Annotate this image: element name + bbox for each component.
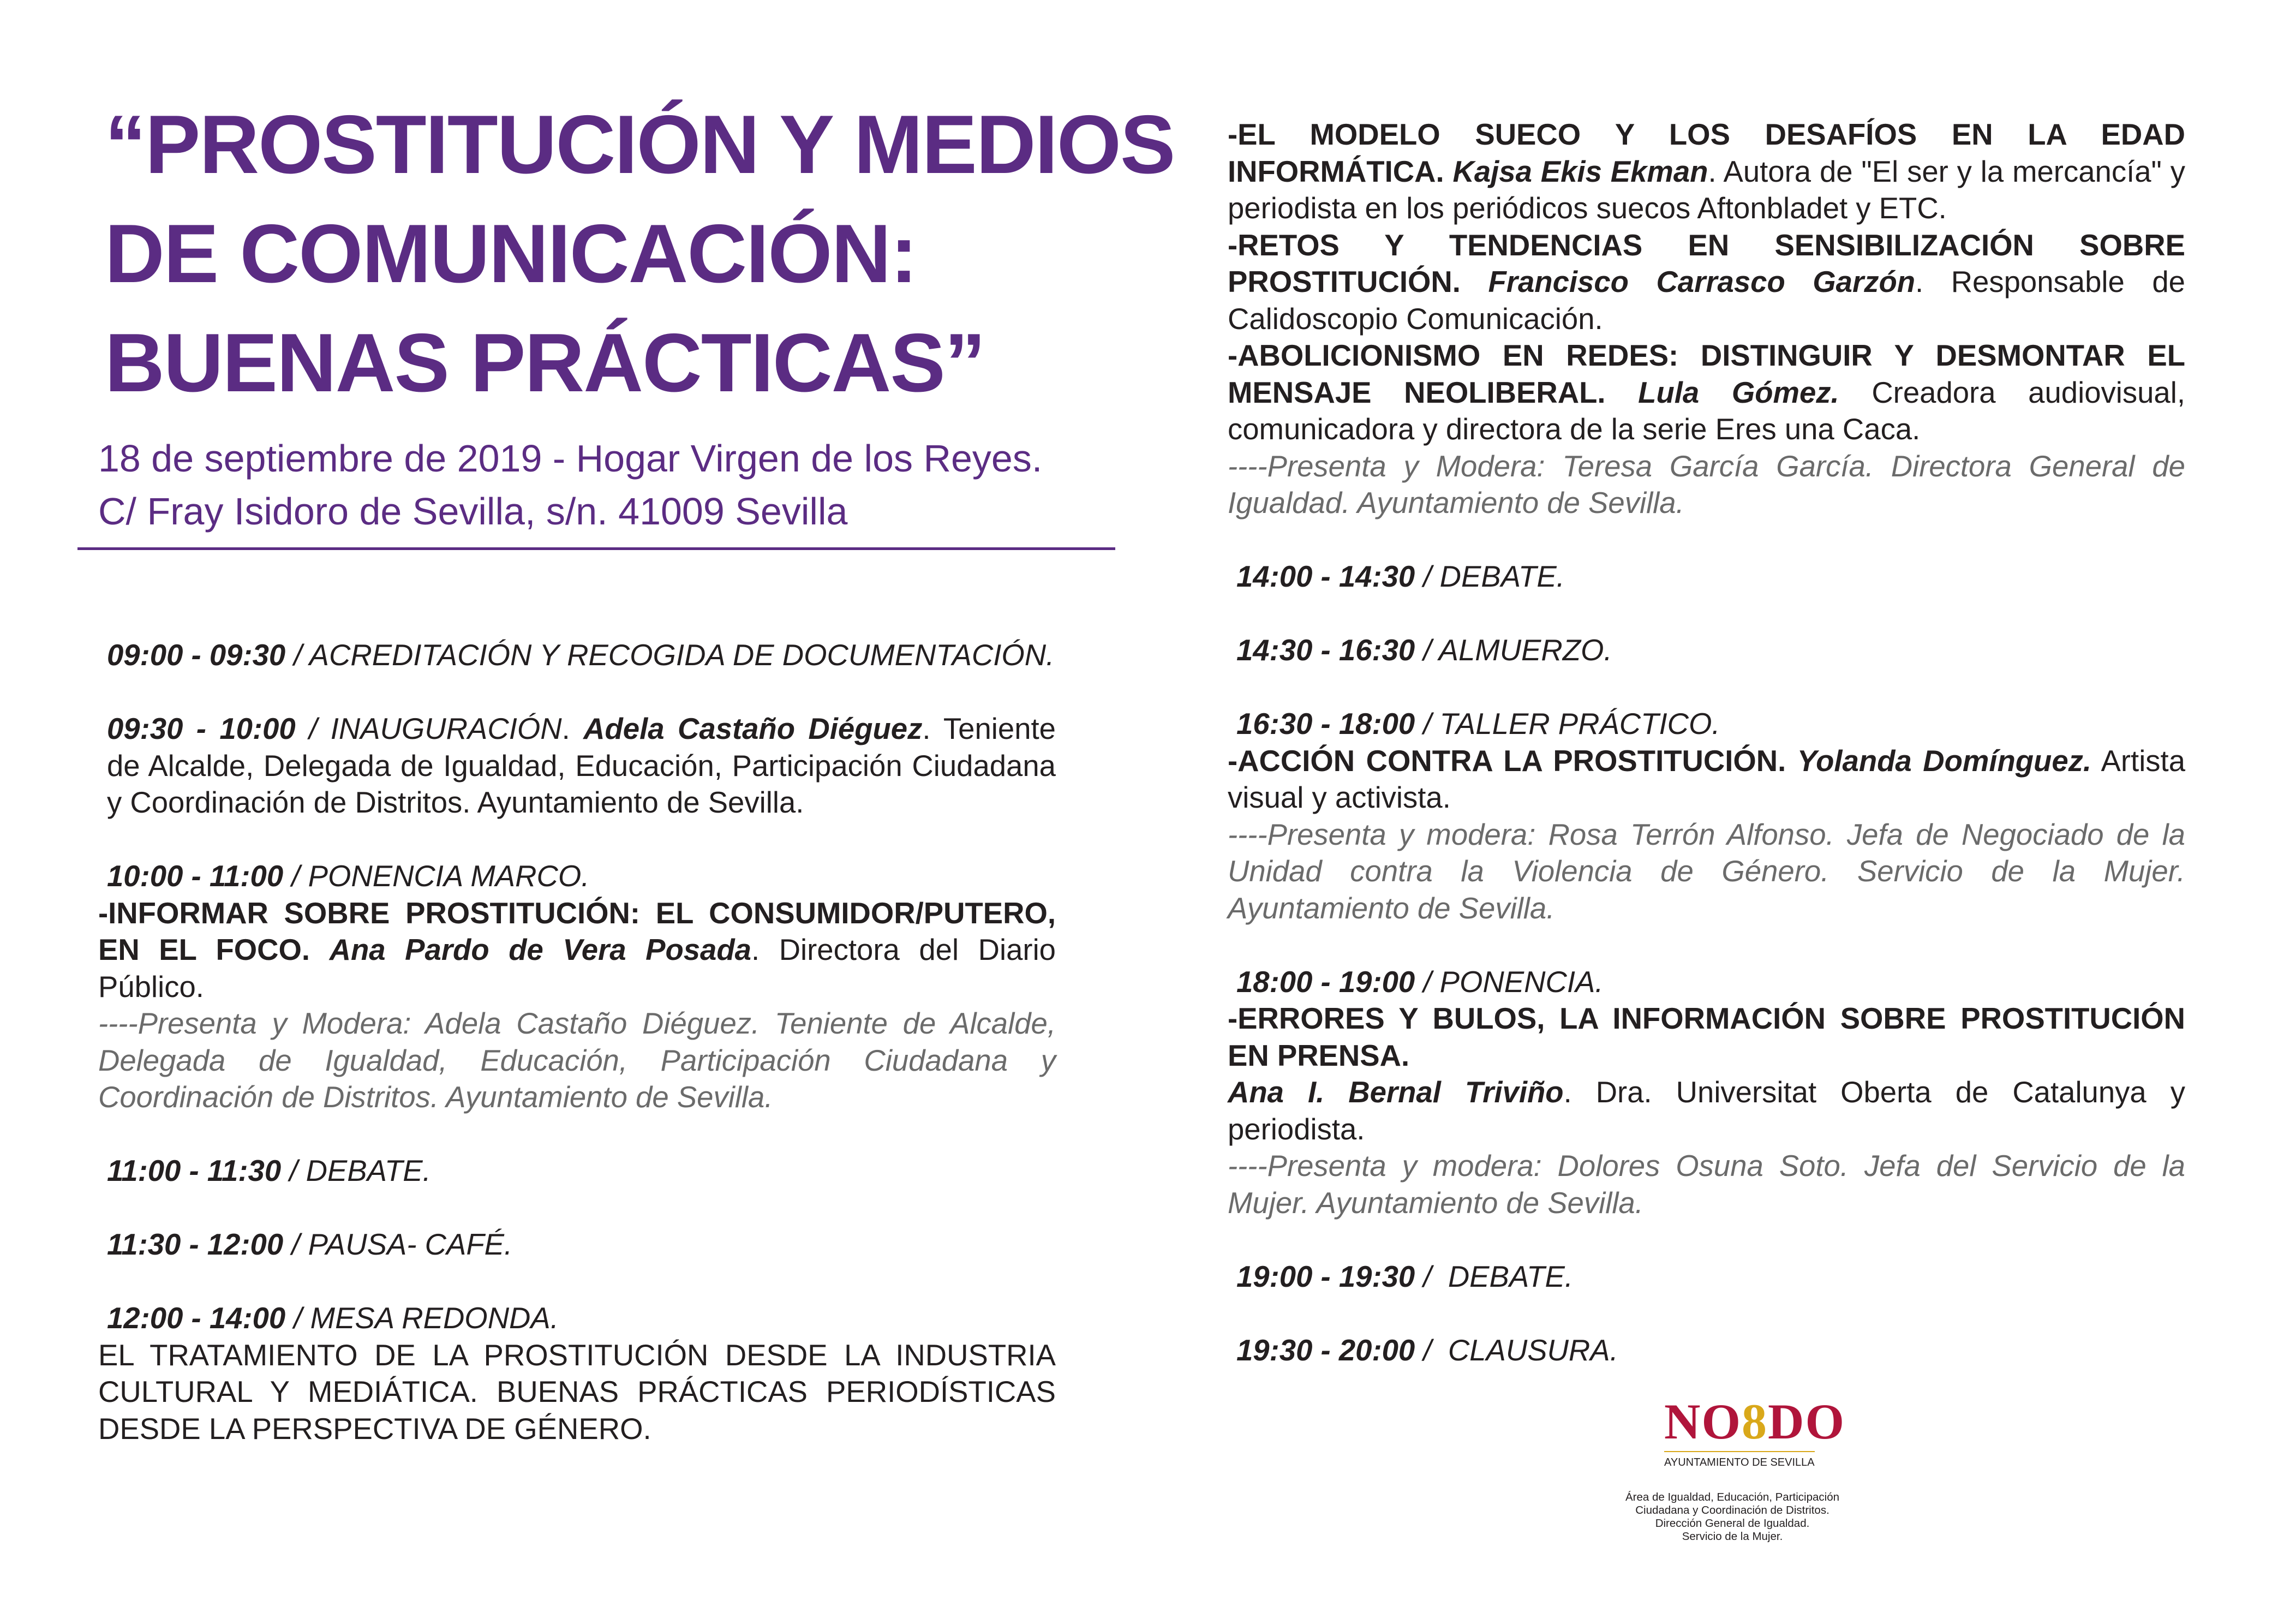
speaker-name: Lula Gómez. <box>1638 375 1839 409</box>
moderator-note: ----Presenta y modera: Rosa Terrón Alfonso. Jefa de Negociado de la Unidad contra la Violencia de Género. Servicio de la Mujer. Ayuntamiento de Sevilla. <box>1228 817 2185 925</box>
department-line: Área de Igualdad, Educación, Participación <box>1625 1491 1840 1503</box>
speaker-name: Francisco Carrasco Garzón <box>1488 265 1916 298</box>
talk-entry: -RETOS Y TENDENCIAS EN SENSIBILIZACIÓN SOBRE PROSTITUCIÓN. Francisco Carrasco Garzón. Responsable de Calidoscopio Comunicación. <box>1228 228 2185 336</box>
time-slot: 19:00 - 19:30 <box>1236 1259 1415 1293</box>
talk-title: -ACCIÓN CONTRA LA PROSTITUCIÓN. <box>1228 744 1786 778</box>
department-line: Ciudadana y Coordinación de Distritos. <box>1635 1504 1829 1516</box>
speaker-role: Creadora audiovisual, comunicadora y directora de la serie Eres una Caca. <box>1228 375 2185 446</box>
moderator-note: ----Presenta y Modera: Adela Castaño Diéguez. Teniente de Alcalde, Delegada de Igualdad, Educación, Participación Ciudadana y Coordinación de Distritos. Ayuntamiento de Sevilla. <box>98 1007 1056 1114</box>
session-title: MESA REDONDA. <box>310 1301 559 1335</box>
talk-title: -ABOLICIONISMO EN REDES: DISTINGUIR Y DESMONTAR EL MENSAJE NEOLIBERAL. <box>1228 339 2185 409</box>
talk-title: -RETOS Y TENDENCIAS EN SENSIBILIZACIÓN SOBRE PROSTITUCIÓN. <box>1228 228 2185 298</box>
session-title: ALMUERZO. <box>1438 634 1612 667</box>
moderator-note: ----Presenta y Modera: Teresa García García. Directora General de Igualdad. Ayuntamiento de Sevilla. <box>1228 449 2185 520</box>
session-title: TALLER PRÁCTICO. <box>1439 707 1720 741</box>
agenda-item: 09:00 - 09:30 / ACREDITACIÓN Y RECOGIDA DE DOCUMENTACIÓN. <box>107 638 1055 672</box>
time-slot: 14:30 - 16:30 <box>1236 634 1415 667</box>
title-line: “PROSTITUCIÓN Y MEDIOS <box>105 98 1175 191</box>
agenda-item: 11:00 - 11:30 / DEBATE. <box>107 1154 431 1187</box>
agenda-item: 19:00 - 19:30 / DEBATE. <box>1236 1259 1573 1293</box>
agenda-item: 14:30 - 16:30 / ALMUERZO. <box>1236 634 1612 667</box>
speaker-role: Dra. Universitat Oberta de Catalunya y periodista. <box>1228 1076 2185 1146</box>
speaker-name: Ana I. Bernal Triviño <box>1228 1076 1564 1109</box>
title-line: DE COMUNICACIÓN: <box>105 207 917 300</box>
talk-entry: -INFORMAR SOBRE PROSTITUCIÓN: EL CONSUMIDOR/PUTERO, EN EL FOCO. Ana Pardo de Vera Posada. Directora del Diario Público. <box>98 896 1056 1004</box>
agenda-item: 09:30 - 10:00 / INAUGURACIÓN. Adela Castaño Diéguez. Teniente de Alcalde, Delegada de Igualdad, Educación, Participación Ciudadana y Coordinación de Distritos. Ayuntamiento de Sevilla. <box>107 712 1056 819</box>
no8do-logo-mark: NO8DO <box>1664 1394 1845 1449</box>
time-slot: 09:30 - 10:00 <box>107 712 296 745</box>
title-line: BUENAS PRÁCTICAS” <box>105 317 985 409</box>
agenda-item: 14:00 - 14:30 / DEBATE. <box>1236 560 1565 593</box>
moderator-note: ----Presenta y modera: Dolores Osuna Soto. Jefa del Servicio de la Mujer. Ayuntamiento de Sevilla. <box>1228 1149 2185 1220</box>
agenda-item: 18:00 - 19:00 / PONENCIA. <box>1236 965 1604 999</box>
round-table-topic: EL TRATAMIENTO DE LA PROSTITUCIÓN DESDE LA INDUSTRIA CULTURAL Y MEDIÁTICA. BUENAS PRÁCTICAS PERIODÍSTICAS DESDE LA PERSPECTIVA DE GÉNERO. <box>98 1338 1056 1446</box>
session-title: INAUGURACIÓN <box>330 712 562 745</box>
agenda-item: 10:00 - 11:00 / PONENCIA MARCO. <box>107 859 590 893</box>
talk-title: -EL MODELO SUECO Y LOS DESAFÍOS EN LA EDAD INFORMÁTICA. <box>1228 118 2185 188</box>
speaker-role: Autora de "El ser y la mercancía" y periodista en los periódicos suecos Aftonbladet y ETC. <box>1228 154 2185 225</box>
talk-entry: -EL MODELO SUECO Y LOS DESAFÍOS EN LA EDAD INFORMÁTICA. Kajsa Ekis Ekman. Autora de "El ser y la mercancía" y periodista en los periódicos suecos Aftonbladet y ETC. <box>1228 118 2185 225</box>
time-slot: 12:00 - 14:00 <box>107 1301 286 1335</box>
time-slot: 09:00 - 09:30 <box>107 638 286 672</box>
event-date-venue: 18 de septiembre de 2019 - Hogar Virgen de los Reyes. <box>98 437 1043 480</box>
department-line: Dirección General de Igualdad. <box>1655 1517 1810 1530</box>
session-title: PAUSA- CAFÉ. <box>308 1228 513 1261</box>
event-address: C/ Fray Isidoro de Sevilla, s/n. 41009 Sevilla <box>98 490 848 533</box>
speaker-name: Ana Pardo de Vera Posada <box>329 933 751 966</box>
talk-entry <box>1228 337 2185 448</box>
agenda-item: 16:30 - 18:00 / TALLER PRÁCTICO. <box>1236 707 1720 741</box>
logo-caption: AYUNTAMIENTO DE SEVILLA <box>1664 1451 1815 1470</box>
agenda-item: 19:30 - 20:00 / CLAUSURA. <box>1236 1333 1618 1367</box>
session-title: DEBATE. <box>1439 560 1565 593</box>
talk-entry: Ana I. Bernal Triviño. Dra. Universitat Oberta de Catalunya y periodista. <box>1228 1076 2185 1146</box>
speaker-name: Yolanda Domínguez. <box>1797 744 2092 778</box>
time-slot: 16:30 - 18:00 <box>1236 707 1415 741</box>
program-left-column <box>98 637 1056 1447</box>
time-slot: 14:00 - 14:30 <box>1236 560 1415 593</box>
agenda-item: 12:00 - 14:00 / MESA REDONDA. <box>107 1301 559 1335</box>
event-title <box>105 90 1175 417</box>
program-right-column <box>1228 116 2185 1369</box>
time-slot: 11:30 - 12:00 <box>107 1228 284 1261</box>
talk-entry <box>1228 743 2185 816</box>
time-slot: 11:00 - 11:30 <box>107 1154 282 1187</box>
talk-title: -ERRORES Y BULOS, LA INFORMACIÓN SOBRE PROSTITUCIÓN EN PRENSA. <box>1228 1002 2185 1072</box>
title-divider <box>77 547 1115 550</box>
speaker-name: Kajsa Ekis Ekman <box>1452 154 1708 188</box>
speaker-name: Adela Castaño Diéguez <box>583 712 923 745</box>
speaker-role: Responsable de Calidoscopio Comunicación. <box>1228 265 2185 336</box>
speaker-role: Directora del Diario Público. <box>98 933 1056 1004</box>
session-title: ACREDITACIÓN Y RECOGIDA DE DOCUMENTACIÓN. <box>309 638 1055 672</box>
session-title: PONENCIA MARCO. <box>308 859 590 893</box>
speaker-role: Teniente de Alcalde, Delegada de Igualdad, Educación, Participación Ciudadana y Coordinación de Distritos. Ayuntamiento de Sevilla. <box>107 712 1056 819</box>
knot-icon: 8 <box>1742 1394 1768 1449</box>
speaker-role: Artista visual y activista. <box>1228 744 2185 814</box>
ayuntamiento-logo <box>1664 1394 1845 1470</box>
session-title: DEBATE. <box>1448 1259 1573 1293</box>
time-slot: 10:00 - 11:00 <box>107 859 284 893</box>
session-title: DEBATE. <box>306 1154 431 1187</box>
time-slot: 19:30 - 20:00 <box>1236 1333 1415 1367</box>
talk-title: -INFORMAR SOBRE PROSTITUCIÓN: EL CONSUMIDOR/PUTERO, EN EL FOCO. <box>98 896 1056 966</box>
department-line: Servicio de la Mujer. <box>1682 1530 1783 1543</box>
time-slot: 18:00 - 19:00 <box>1236 965 1415 999</box>
session-title: PONENCIA. <box>1439 965 1604 999</box>
department-credit <box>1610 1491 1855 1543</box>
session-title: CLAUSURA. <box>1448 1333 1618 1367</box>
agenda-item: 11:30 - 12:00 / PAUSA- CAFÉ. <box>107 1228 513 1261</box>
